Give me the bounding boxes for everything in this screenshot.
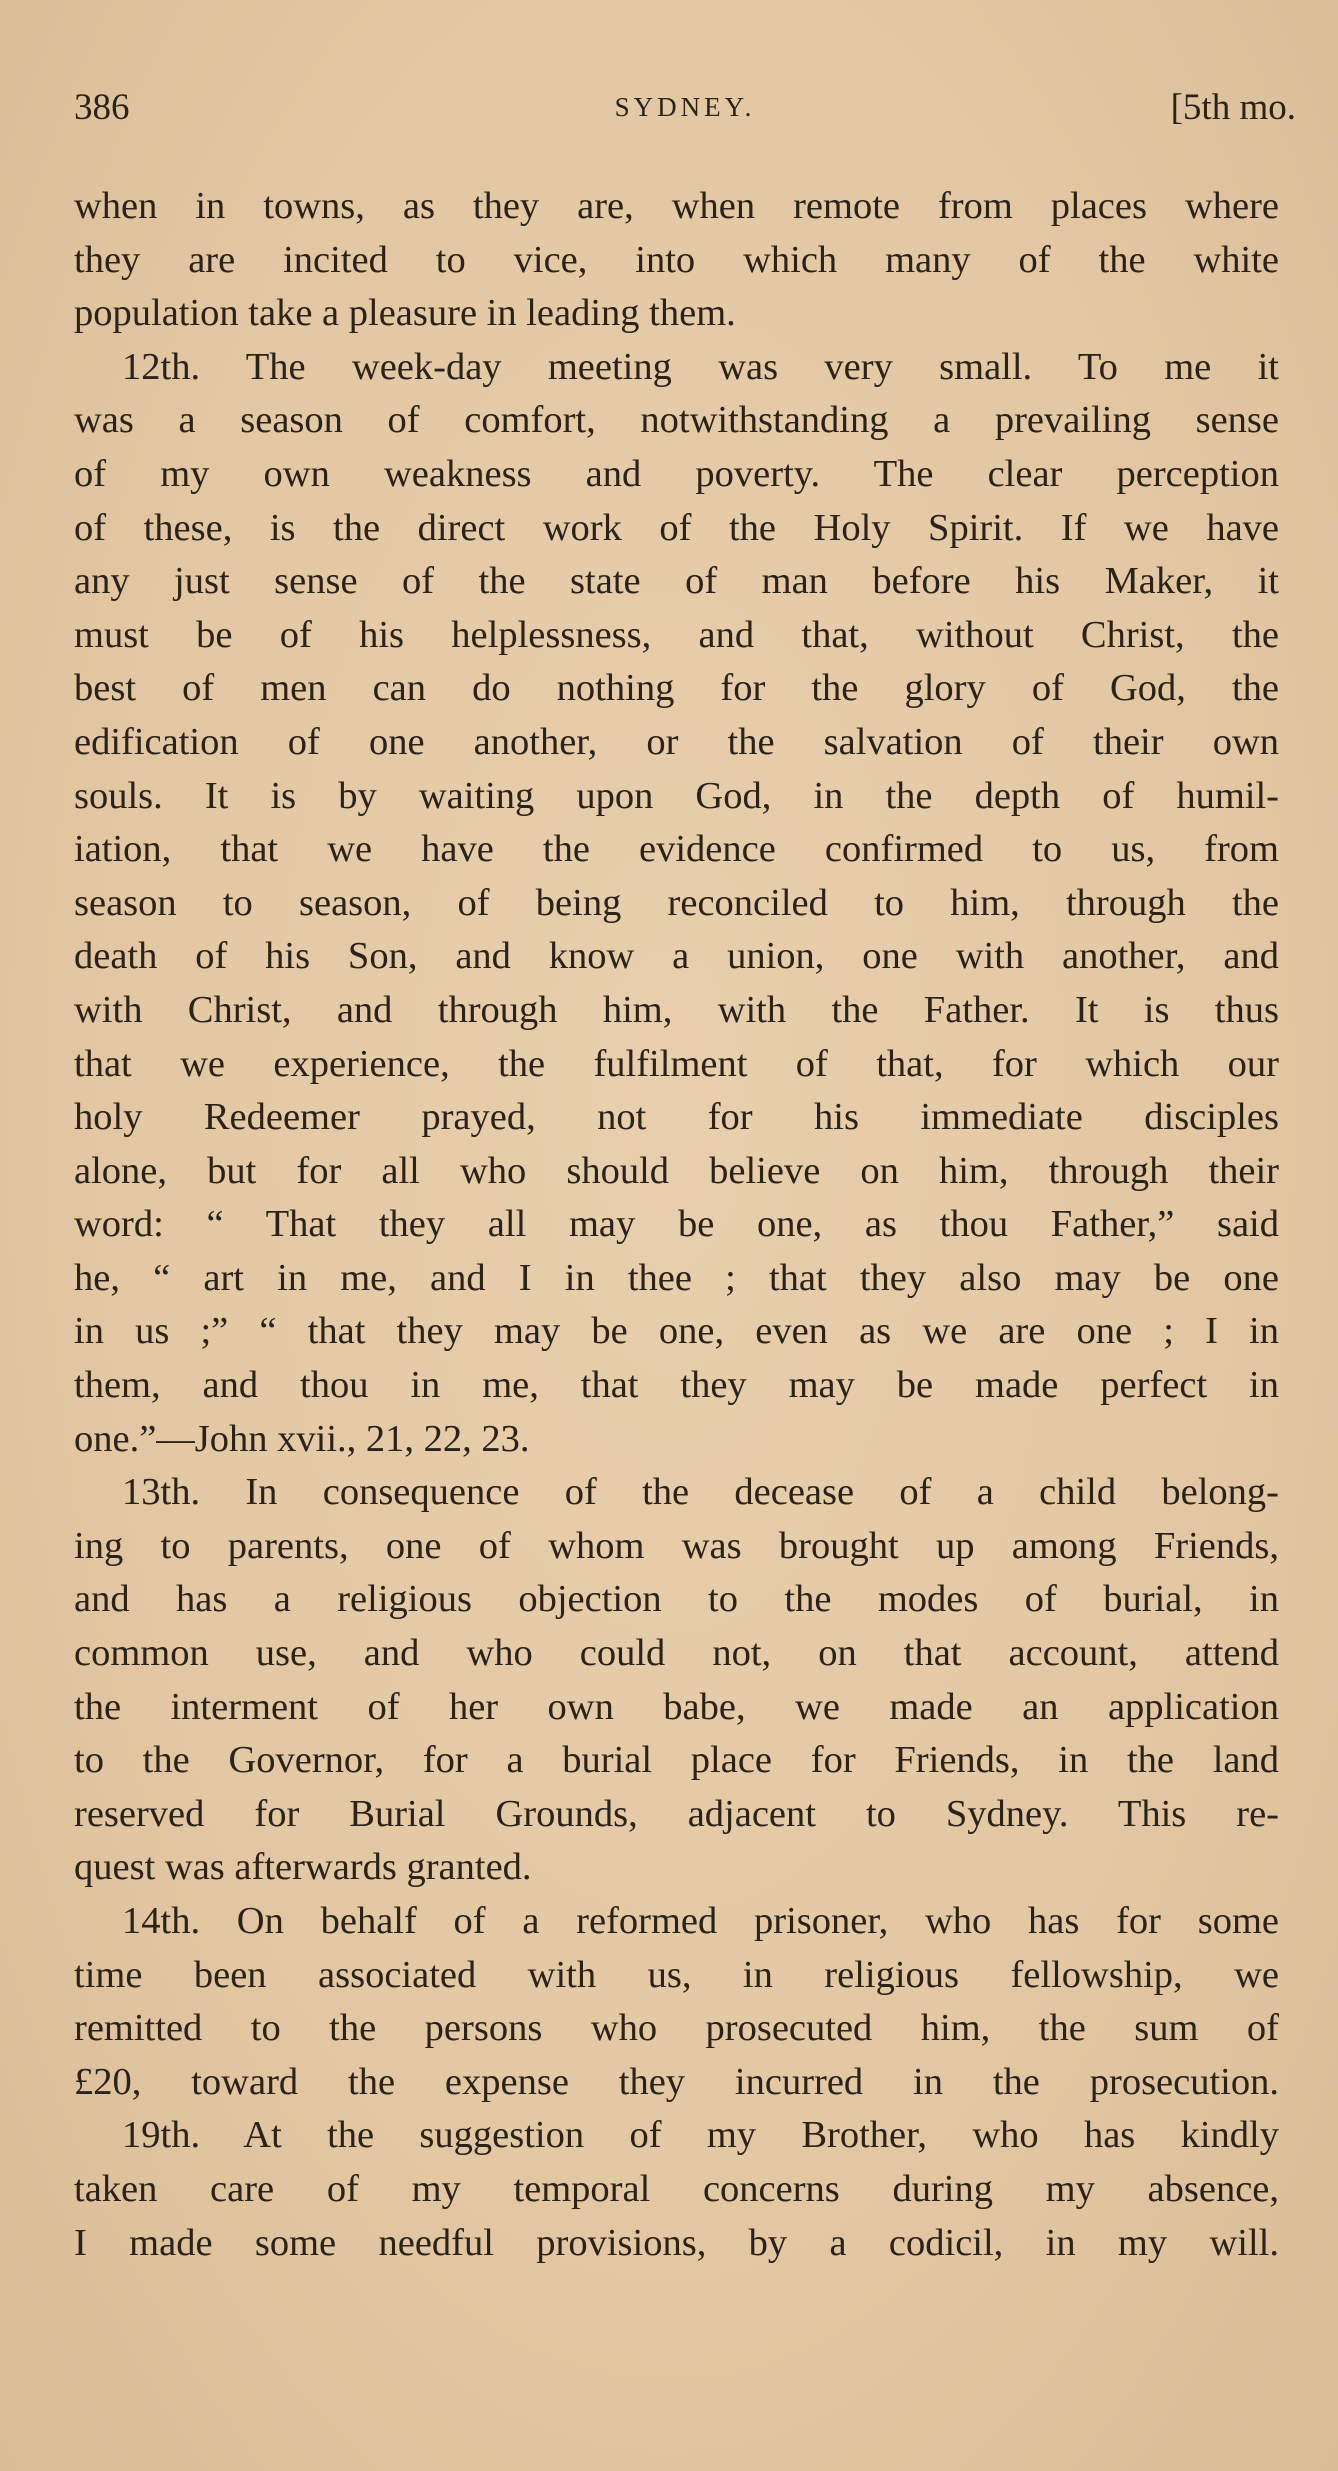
text-line: season to season, of being reconciled to him, through the [74,881,1279,924]
text-line: the interment of her own babe, we made an application [74,1685,1279,1728]
text-line: holy Redeemer prayed, not for his immediate disciples [74,1096,1279,1139]
page-number: 386 [74,87,130,128]
text-line: best of men can do nothing for the glory of God, the [74,667,1279,710]
text-line: and has a religious objection to the modes of burial, in [74,1578,1279,1621]
text-line: ing to parents, one of whom was brought up among Friends, [74,1524,1279,1567]
text-line: death of his Son, and know a union, one with another, and [74,935,1279,978]
text-line: them, and thou in me, that they may be made perfect in [74,1364,1279,1407]
month-marker: [5th mo. [1170,87,1296,128]
text-line: reserved for Burial Grounds, adjacent to Sydney. This re- [74,1792,1279,1835]
text-line: taken care of my temporal concerns during my absence, [74,2167,1279,2210]
text-line: they are incited to vice, into which many of the white [74,238,1279,281]
text-line: to the Governor, for a burial place for Friends, in the land [74,1739,1279,1782]
text-line: alone, but for all who should believe on him, through their [74,1149,1279,1192]
text-line: that we experience, the fulfilment of that, for which our [74,1042,1279,1085]
text-line: 14th. On behalf of a reformed prisoner, who has for some [122,1900,1279,1942]
running-title: SYDNEY. [614,92,756,122]
text-line: must be of his helplessness, and that, without Christ, the [74,613,1279,656]
text-line: I made some needful provisions, by a codicil, in my will. [74,2221,1279,2264]
text-line: in us ;” “ that they may be one, even as we are one ; I in [74,1310,1279,1353]
text-line: remitted to the persons who prosecuted him, the sum of [74,2007,1279,2050]
text-line: with Christ, and through him, with the Father. It is thus [74,988,1279,1031]
text-line: common use, and who could not, on that account, attend [74,1632,1279,1675]
text-line: one.”—John xvii., 21, 22, 23. [74,1417,530,1460]
text-line: he, “ art in me, and I in thee ; that they also may be one [74,1256,1279,1299]
text-line: souls. It is by waiting upon God, in the depth of humil- [74,774,1279,817]
text-line: of these, is the direct work of the Holy Spirit. If we have [74,506,1279,549]
body-text [74,180,1279,2270]
text-line: time been associated with us, in religious fellowship, we [74,1953,1279,1996]
text-line: when in towns, as they are, when remote from places where [74,185,1279,227]
text-line: was a season of comfort, notwithstanding a prevailing sense [74,399,1279,442]
text-line: quest was afterwards granted. [74,1846,532,1889]
page-header [74,86,1296,142]
text-line: word: “ That they all may be one, as thou Father,” said [74,1203,1279,1246]
text-line: 12th. The week-day meeting was very small. To me it [122,345,1279,388]
text-line: iation, that we have the evidence confirmed to us, from [74,828,1279,871]
text-line: of my own weakness and poverty. The clear perception [74,452,1279,495]
text-line: population take a pleasure in leading them. [74,292,736,335]
text-line: 13th. In consequence of the decease of a child belong- [122,1471,1279,1514]
text-line: 19th. At the suggestion of my Brother, who has kindly [122,2114,1279,2157]
text-line: edification of one another, or the salvation of their own [74,720,1279,763]
text-line: any just sense of the state of man before his Maker, it [74,560,1279,603]
text-line: £20, toward the expense they incurred in the prosecution. [74,2060,1279,2103]
